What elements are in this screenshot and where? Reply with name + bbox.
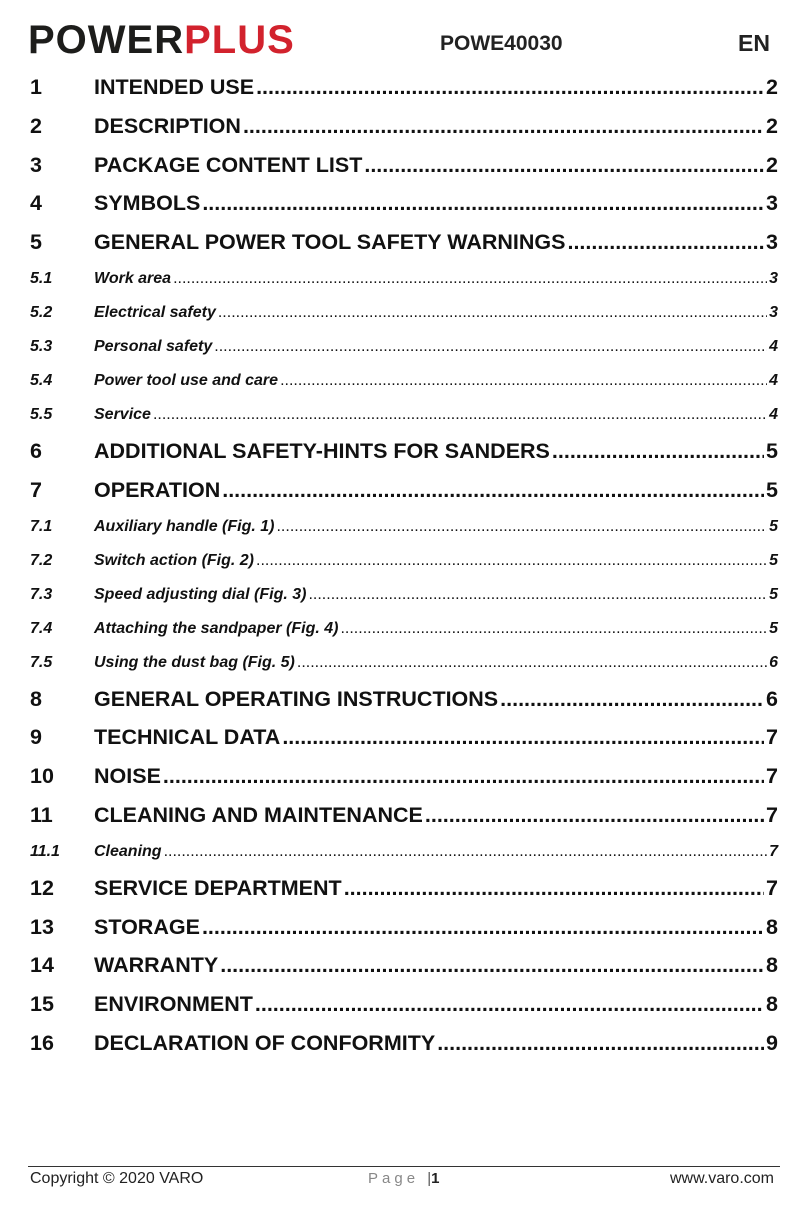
toc-dot-leader	[276, 510, 767, 544]
toc-subentry[interactable]	[30, 364, 778, 398]
copyright-text: Copyright © 2020 VARO	[30, 1170, 204, 1187]
toc-entry[interactable]	[30, 1024, 778, 1063]
toc-subentry[interactable]	[30, 835, 778, 869]
footer-divider	[28, 1166, 780, 1167]
toc-dot-leader	[552, 432, 764, 471]
toc-number: 12	[30, 875, 54, 900]
toc-entry[interactable]	[30, 223, 778, 262]
toc-number: 7.5	[30, 653, 53, 671]
logo-plus-text: PLUS	[184, 18, 295, 62]
model-number: POWE40030	[440, 32, 563, 55]
page-label: Page	[368, 1170, 420, 1187]
toc-page-number: 5	[766, 438, 778, 463]
toc-page-number: 7	[766, 764, 778, 789]
toc-page-number: 3	[766, 191, 778, 216]
toc-dot-leader	[308, 578, 767, 612]
toc-entry[interactable]	[30, 718, 778, 757]
toc-number: 6	[30, 438, 42, 463]
toc-dot-leader	[500, 680, 764, 719]
toc-title: Power tool use and care	[94, 371, 279, 389]
toc-dot-leader	[297, 646, 767, 680]
toc-number: 7.2	[30, 551, 53, 569]
toc-dot-leader	[282, 718, 764, 757]
toc-number: 7.1	[30, 517, 53, 535]
toc-title: DECLARATION OF CONFORMITY	[94, 1030, 436, 1055]
toc-page-number: 7	[769, 842, 778, 860]
toc-entry[interactable]	[30, 869, 778, 908]
toc-page-number: 2	[766, 75, 778, 99]
toc-number: 7	[30, 477, 42, 502]
toc-title: STORAGE	[94, 914, 200, 939]
toc-number: 2	[30, 113, 42, 138]
toc-page-number: 7	[766, 802, 778, 827]
toc-title: OPERATION	[94, 477, 221, 502]
toc-page-number: 2	[766, 113, 778, 138]
toc-dot-leader	[214, 330, 767, 364]
toc-subentry[interactable]	[30, 612, 778, 646]
toc-entry[interactable]	[30, 107, 778, 146]
language-code: EN	[738, 30, 770, 56]
toc-title: SERVICE DEPARTMENT	[94, 875, 342, 900]
toc-dot-leader	[202, 908, 764, 947]
toc-dot-leader	[425, 796, 764, 835]
toc-dot-leader	[202, 184, 764, 223]
toc-subentry[interactable]	[30, 262, 778, 296]
toc-subentry[interactable]	[30, 398, 778, 432]
toc-page-number: 4	[769, 337, 778, 355]
toc-number: 11	[30, 802, 53, 827]
toc-title: Attaching the sandpaper (Fig. 4)	[94, 619, 339, 637]
toc-title: PACKAGE CONTENT LIST	[94, 152, 363, 177]
page-header	[28, 18, 780, 62]
toc-page-number: 5	[769, 517, 778, 535]
toc-number: 7.4	[30, 619, 53, 637]
toc-number: 16	[30, 1030, 54, 1055]
toc-page-number: 5	[769, 619, 778, 637]
toc-entry[interactable]	[30, 68, 778, 107]
website-link[interactable]: www.varo.com	[669, 1170, 774, 1187]
toc-dot-leader	[340, 612, 767, 646]
toc-number: 14	[30, 953, 54, 978]
toc-title: Electrical safety	[94, 303, 216, 321]
toc-entry[interactable]	[30, 184, 778, 223]
toc-number: 8	[30, 686, 42, 711]
toc-page-number: 9	[766, 1030, 778, 1055]
page-footer	[28, 1170, 780, 1194]
toc-page-number: 4	[769, 405, 778, 423]
toc-entry[interactable]	[30, 432, 778, 471]
toc-title: INTENDED USE	[94, 75, 255, 99]
table-of-contents	[30, 68, 778, 1063]
toc-number: 7.3	[30, 585, 53, 603]
toc-dot-leader	[280, 364, 767, 398]
toc-number: 5.3	[30, 337, 53, 355]
toc-title: GENERAL OPERATING INSTRUCTIONS	[94, 686, 499, 711]
toc-title: Using the dust bag (Fig. 5)	[94, 653, 295, 671]
page-separator: |	[427, 1170, 432, 1187]
toc-title: WARRANTY	[94, 953, 219, 978]
toc-number: 3	[30, 152, 42, 177]
toc-number: 15	[30, 992, 54, 1017]
toc-title: Switch action (Fig. 2)	[94, 551, 255, 569]
toc-dot-leader	[344, 869, 764, 908]
toc-number: 11.1	[30, 842, 60, 860]
toc-dot-leader	[218, 296, 767, 330]
toc-number: 13	[30, 914, 54, 939]
toc-page-number: 3	[769, 269, 778, 287]
toc-dot-leader	[222, 471, 764, 510]
toc-subentry[interactable]	[30, 646, 778, 680]
toc-number: 1	[30, 75, 42, 99]
toc-page-number: 7	[766, 725, 778, 750]
toc-dot-leader	[567, 223, 764, 262]
logo-power-text: POWER	[28, 18, 185, 62]
toc-title: NOISE	[94, 764, 161, 789]
toc-dot-leader	[364, 146, 764, 185]
toc-entry[interactable]	[30, 757, 778, 796]
toc-number: 5.5	[30, 405, 53, 423]
toc-dot-leader	[256, 68, 764, 107]
toc-page-number: 4	[769, 371, 778, 389]
toc-dot-leader	[437, 1024, 764, 1063]
toc-entry[interactable]	[30, 796, 778, 835]
toc-entry[interactable]	[30, 471, 778, 510]
toc-dot-leader	[163, 757, 764, 796]
toc-entry[interactable]	[30, 680, 778, 719]
toc-dot-leader	[256, 544, 767, 578]
toc-page-number: 8	[766, 953, 778, 978]
toc-subentry[interactable]	[30, 578, 778, 612]
toc-title: Cleaning	[94, 842, 162, 860]
toc-dot-leader	[243, 107, 764, 146]
toc-title: CLEANING AND MAINTENANCE	[94, 802, 423, 827]
toc-number: 10	[30, 764, 54, 789]
toc-number: 5.2	[30, 303, 53, 321]
toc-page-number: 3	[769, 303, 778, 321]
toc-dot-leader	[220, 946, 764, 985]
toc-page-number: 5	[766, 477, 778, 502]
toc-subentry[interactable]	[30, 510, 778, 544]
toc-title: Auxiliary handle (Fig. 1)	[94, 517, 275, 535]
toc-title: TECHNICAL DATA	[94, 725, 281, 750]
toc-title: ADDITIONAL SAFETY-HINTS FOR SANDERS	[94, 438, 550, 463]
toc-page-number: 6	[769, 653, 778, 671]
toc-entry[interactable]	[30, 908, 778, 947]
toc-dot-leader	[173, 262, 767, 296]
toc-number: 9	[30, 725, 42, 750]
toc-title: DESCRIPTION	[94, 113, 241, 138]
toc-page-number: 5	[769, 551, 778, 569]
toc-page-number: 8	[766, 914, 778, 939]
toc-number: 4	[30, 191, 42, 216]
powerplus-logo	[28, 18, 295, 62]
toc-subentry[interactable]	[30, 544, 778, 578]
toc-title: GENERAL POWER TOOL SAFETY WARNINGS	[94, 230, 566, 255]
toc-page-number: 7	[766, 875, 778, 900]
page-number: 1	[431, 1170, 440, 1187]
toc-page-number: 5	[769, 585, 778, 603]
toc-title: ENVIRONMENT	[94, 992, 253, 1017]
toc-number: 5.4	[30, 371, 53, 389]
toc-dot-leader	[153, 398, 767, 432]
toc-number: 5.1	[30, 269, 53, 287]
toc-title: Work area	[94, 269, 172, 287]
toc-dot-leader	[255, 985, 764, 1024]
toc-title: Service	[94, 405, 151, 423]
toc-page-number: 8	[766, 992, 778, 1017]
page-indicator	[368, 1170, 439, 1187]
toc-page-number: 6	[766, 686, 778, 711]
toc-subentry[interactable]	[30, 296, 778, 330]
toc-entry[interactable]	[30, 146, 778, 185]
toc-page-number: 2	[766, 152, 778, 177]
toc-title: SYMBOLS	[94, 191, 201, 216]
toc-title: Personal safety	[94, 337, 213, 355]
toc-number: 5	[30, 230, 42, 255]
toc-page-number: 3	[766, 230, 778, 255]
toc-subentry[interactable]	[30, 330, 778, 364]
toc-entry[interactable]	[30, 946, 778, 985]
toc-dot-leader	[164, 835, 768, 869]
toc-entry[interactable]	[30, 985, 778, 1024]
toc-title: Speed adjusting dial (Fig. 3)	[94, 585, 307, 603]
